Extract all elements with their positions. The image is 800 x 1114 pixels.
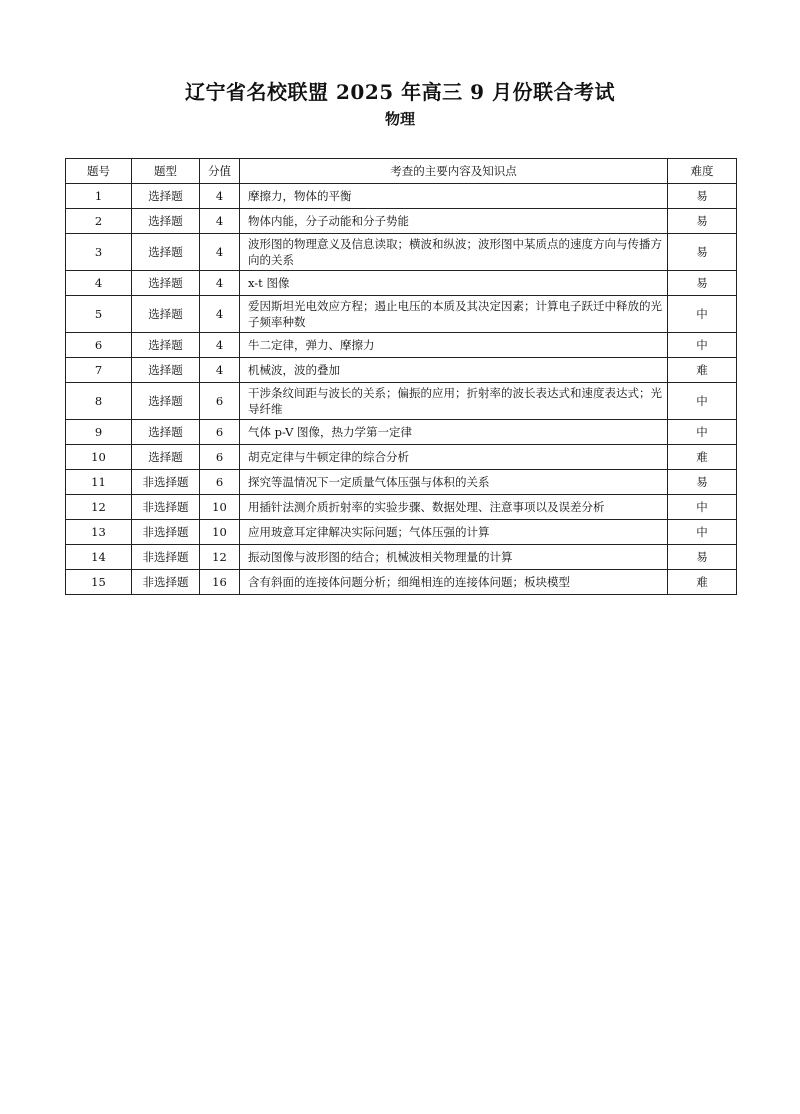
cell-question-number: 9 bbox=[66, 420, 132, 445]
cell-question-number: 6 bbox=[66, 333, 132, 358]
cell-question-type: 选择题 bbox=[132, 296, 200, 333]
cell-score: 10 bbox=[200, 495, 240, 520]
cell-question-type: 选择题 bbox=[132, 358, 200, 383]
page-subtitle: 物理 bbox=[384, 110, 415, 128]
table-row bbox=[66, 271, 737, 296]
cell-score: 16 bbox=[200, 570, 240, 595]
table-row bbox=[66, 445, 737, 470]
header-question-number: 题号 bbox=[66, 159, 132, 184]
cell-content: 波形图的物理意义及信息读取；横波和纵波；波形图中某质点的速度方向与传播方向的关系 bbox=[240, 234, 668, 271]
cell-question-type: 选择题 bbox=[132, 209, 200, 234]
table-header-row bbox=[66, 159, 737, 184]
table-row bbox=[66, 184, 737, 209]
cell-question-number: 12 bbox=[66, 495, 132, 520]
cell-score: 4 bbox=[200, 209, 240, 234]
cell-question-number: 13 bbox=[66, 520, 132, 545]
cell-content: 振动图像与波形图的结合；机械波相关物理量的计算 bbox=[240, 545, 668, 570]
cell-score: 4 bbox=[200, 358, 240, 383]
table-row bbox=[66, 520, 737, 545]
cell-question-number: 5 bbox=[66, 296, 132, 333]
cell-content: 用插针法测介质折射率的实验步骤、数据处理、注意事项以及误差分析 bbox=[240, 495, 668, 520]
cell-content: 牛二定律，弹力、摩擦力 bbox=[240, 333, 668, 358]
cell-score: 6 bbox=[200, 420, 240, 445]
cell-content: 摩擦力，物体的平衡 bbox=[240, 184, 668, 209]
cell-question-number: 7 bbox=[66, 358, 132, 383]
table-row bbox=[66, 333, 737, 358]
cell-content: 探究等温情况下一定质量气体压强与体积的关系 bbox=[240, 470, 668, 495]
cell-question-number: 1 bbox=[66, 184, 132, 209]
cell-content: 含有斜面的连接体问题分析；细绳相连的连接体问题；板块模型 bbox=[240, 570, 668, 595]
header-difficulty: 难度 bbox=[668, 159, 737, 184]
cell-difficulty: 中 bbox=[668, 420, 737, 445]
table-row bbox=[66, 470, 737, 495]
cell-content: 物体内能，分子动能和分子势能 bbox=[240, 209, 668, 234]
cell-question-number: 8 bbox=[66, 383, 132, 420]
cell-question-number: 11 bbox=[66, 470, 132, 495]
cell-content: x-t 图像 bbox=[240, 271, 668, 296]
cell-difficulty: 难 bbox=[668, 358, 737, 383]
table-row bbox=[66, 545, 737, 570]
cell-question-number: 3 bbox=[66, 234, 132, 271]
cell-difficulty: 易 bbox=[668, 209, 737, 234]
table-row bbox=[66, 495, 737, 520]
cell-question-number: 2 bbox=[66, 209, 132, 234]
table-row bbox=[66, 420, 737, 445]
table-row bbox=[66, 209, 737, 234]
cell-difficulty: 易 bbox=[668, 184, 737, 209]
table-row bbox=[66, 570, 737, 595]
cell-content: 干涉条纹间距与波长的关系；偏振的应用；折射率的波长表达式和速度表达式；光导纤维 bbox=[240, 383, 668, 420]
cell-question-type: 选择题 bbox=[132, 445, 200, 470]
cell-question-type: 非选择题 bbox=[132, 470, 200, 495]
cell-difficulty: 中 bbox=[668, 520, 737, 545]
cell-question-number: 14 bbox=[66, 545, 132, 570]
header-content: 考查的主要内容及知识点 bbox=[240, 159, 668, 184]
cell-difficulty: 中 bbox=[668, 495, 737, 520]
cell-content: 机械波，波的叠加 bbox=[240, 358, 668, 383]
table-body bbox=[66, 184, 737, 595]
cell-question-type: 非选择题 bbox=[132, 545, 200, 570]
cell-score: 4 bbox=[200, 234, 240, 271]
cell-difficulty: 易 bbox=[668, 271, 737, 296]
header-score: 分值 bbox=[200, 159, 240, 184]
cell-score: 12 bbox=[200, 545, 240, 570]
cell-score: 6 bbox=[200, 383, 240, 420]
cell-score: 6 bbox=[200, 470, 240, 495]
cell-score: 4 bbox=[200, 184, 240, 209]
cell-question-type: 选择题 bbox=[132, 234, 200, 271]
cell-question-type: 非选择题 bbox=[132, 495, 200, 520]
cell-question-type: 选择题 bbox=[132, 271, 200, 296]
cell-difficulty: 难 bbox=[668, 445, 737, 470]
cell-difficulty: 易 bbox=[668, 470, 737, 495]
cell-score: 4 bbox=[200, 296, 240, 333]
cell-question-number: 10 bbox=[66, 445, 132, 470]
cell-difficulty: 易 bbox=[668, 545, 737, 570]
cell-question-number: 4 bbox=[66, 271, 132, 296]
header-question-type: 题型 bbox=[132, 159, 200, 184]
cell-question-type: 非选择题 bbox=[132, 520, 200, 545]
cell-content: 爱因斯坦光电效应方程；遏止电压的本质及其决定因素；计算电子跃迁中释放的光子频率种数 bbox=[240, 296, 668, 333]
cell-difficulty: 易 bbox=[668, 234, 737, 271]
table-row bbox=[66, 296, 737, 333]
cell-question-number: 15 bbox=[66, 570, 132, 595]
page-title: 辽宁省名校联盟 2025 年高三 9 月份联合考试 bbox=[185, 80, 615, 104]
cell-question-type: 非选择题 bbox=[132, 570, 200, 595]
cell-content: 气体 p-V 图像，热力学第一定律 bbox=[240, 420, 668, 445]
table-row bbox=[66, 234, 737, 271]
cell-difficulty: 中 bbox=[668, 296, 737, 333]
cell-score: 6 bbox=[200, 445, 240, 470]
cell-score: 4 bbox=[200, 271, 240, 296]
cell-difficulty: 中 bbox=[668, 333, 737, 358]
cell-question-type: 选择题 bbox=[132, 184, 200, 209]
table-row bbox=[66, 358, 737, 383]
cell-score: 4 bbox=[200, 333, 240, 358]
cell-difficulty: 难 bbox=[668, 570, 737, 595]
cell-score: 10 bbox=[200, 520, 240, 545]
cell-content: 胡克定律与牛顿定律的综合分析 bbox=[240, 445, 668, 470]
cell-content: 应用玻意耳定律解决实际问题；气体压强的计算 bbox=[240, 520, 668, 545]
cell-question-type: 选择题 bbox=[132, 383, 200, 420]
cell-question-type: 选择题 bbox=[132, 333, 200, 358]
exam-analysis-table bbox=[65, 158, 737, 595]
cell-question-type: 选择题 bbox=[132, 420, 200, 445]
cell-difficulty: 中 bbox=[668, 383, 737, 420]
table-row bbox=[66, 383, 737, 420]
